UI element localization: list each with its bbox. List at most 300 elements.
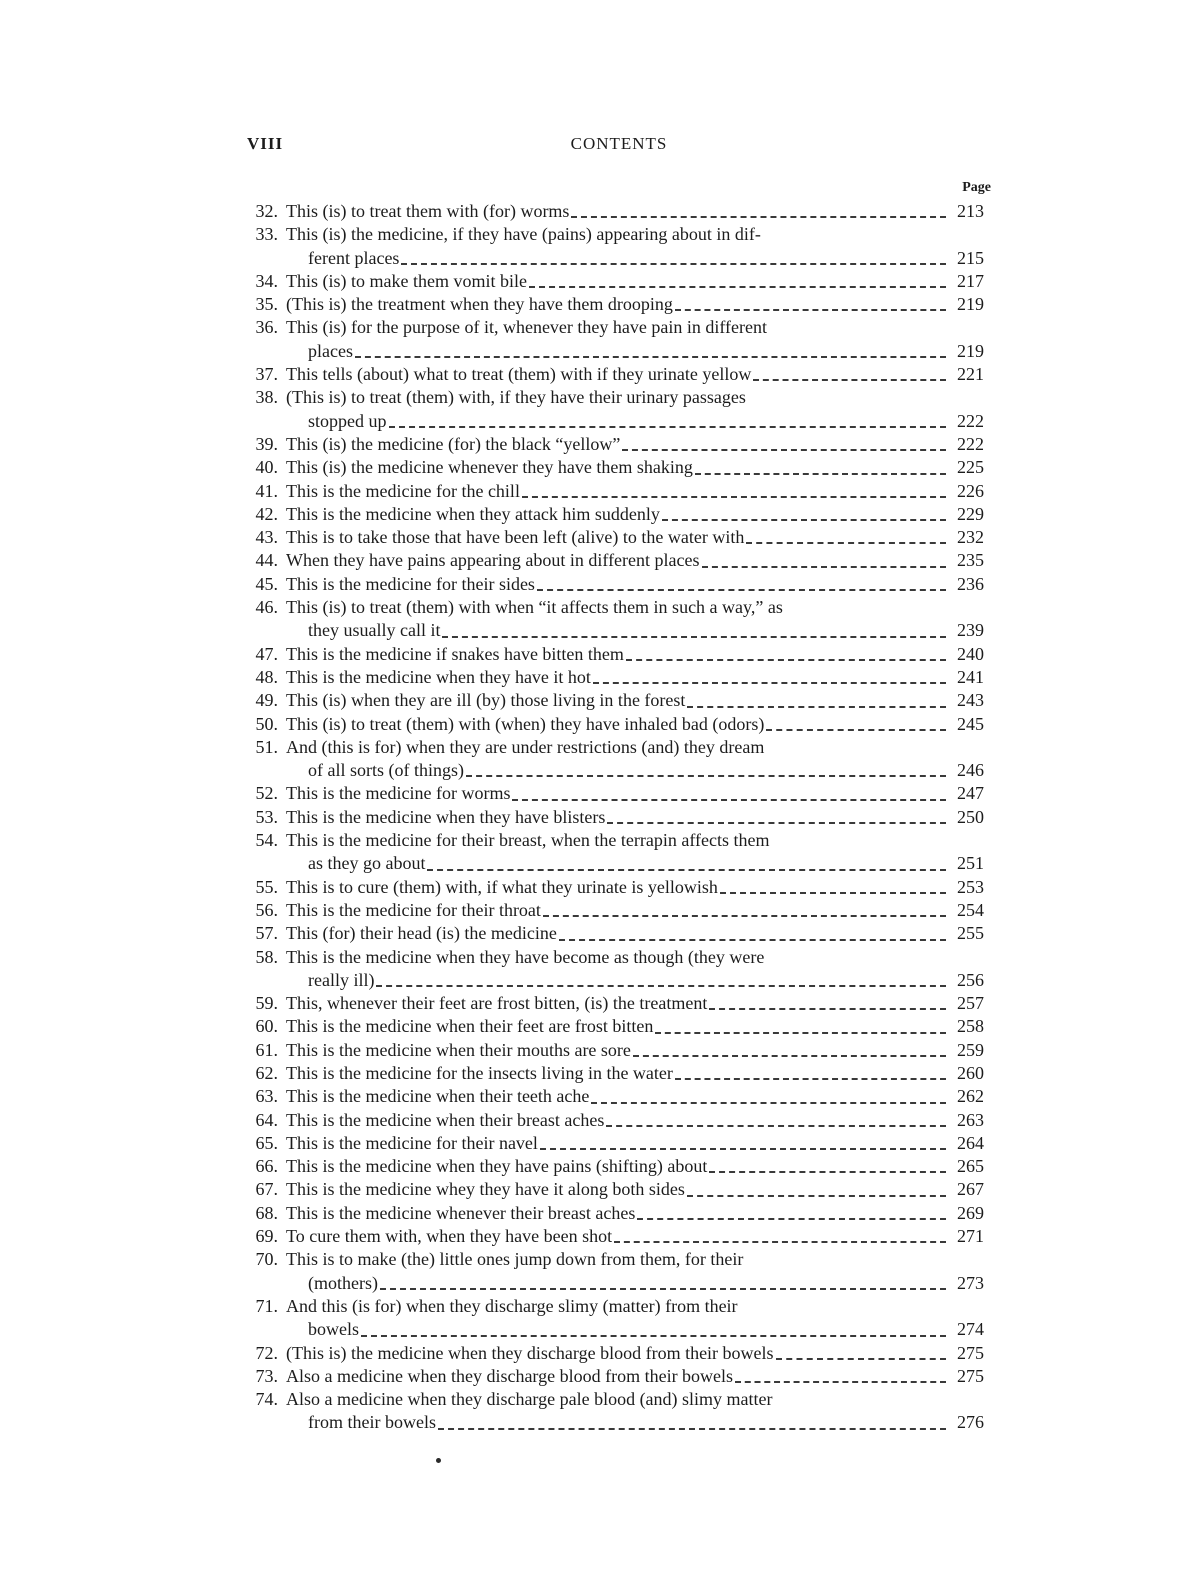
- entry-text: [286, 433, 946, 456]
- entry-final-line: [286, 433, 946, 456]
- entry-final-line: [286, 1155, 946, 1178]
- dot-leader: [776, 1352, 946, 1360]
- entry-page-number: 236: [957, 573, 984, 594]
- entry-title-line: This is to make (the) little ones jump down from them, for their: [286, 1249, 744, 1270]
- entry-text: [286, 386, 946, 433]
- entry-title-line: This (is) the medicine, if they have (pains) appearing about in dif-: [286, 224, 761, 245]
- entry-final-line: [286, 852, 946, 875]
- entry-title: This (is) when they are ill (by) those living in the forest: [286, 690, 686, 711]
- entry-text: [286, 293, 946, 316]
- entry-text: [286, 1342, 946, 1365]
- entry-number: 33.: [255, 224, 278, 245]
- entry-page-number: 215: [957, 247, 984, 268]
- toc-entry: [240, 480, 1000, 503]
- entry-final-line: [286, 782, 946, 805]
- entry-final-line: [286, 270, 946, 293]
- entry-number: 42.: [255, 503, 278, 524]
- entry-title: This is the medicine if snakes have bitten them: [286, 643, 624, 664]
- dot-leader: [543, 909, 946, 917]
- toc-entry: [240, 1225, 1000, 1248]
- entry-title-line: This is the medicine when they have become as though (they were: [286, 946, 765, 967]
- entry-number: 45.: [255, 573, 278, 594]
- entry-final-line: [286, 1225, 946, 1248]
- entry-final-line: [286, 503, 946, 526]
- toc-entry: [240, 1178, 1000, 1201]
- entry-final-line: [286, 992, 946, 1015]
- entry-final-line: [286, 340, 946, 363]
- toc-entry: [240, 713, 1000, 736]
- entry-page-number: 235: [957, 550, 984, 571]
- entry-final-line: [286, 643, 946, 666]
- entry-page-number: 255: [957, 923, 984, 944]
- entry-page-number: 274: [957, 1319, 984, 1340]
- entry-text: [286, 1248, 946, 1295]
- entry-text: [286, 922, 946, 945]
- entry-text: [286, 1085, 946, 1108]
- entry-text: [286, 270, 946, 293]
- entry-number: 68.: [255, 1202, 278, 1223]
- entry-title: really ill): [308, 969, 375, 990]
- entry-title: This tells (about) what to treat (them) with if they urinate yellow: [286, 364, 752, 385]
- entry-number: 46.: [255, 597, 278, 618]
- toc-entry: [240, 899, 1000, 922]
- entry-text: [286, 1178, 946, 1201]
- dot-leader: [466, 769, 946, 777]
- entry-title: This (is) to treat (them) with (when) they have inhaled bad (odors): [286, 713, 765, 734]
- entry-page-number: 265: [957, 1156, 984, 1177]
- entry-number: 50.: [255, 713, 278, 734]
- entry-text: [286, 1062, 946, 1085]
- entry-title: This is the medicine when their breast aches: [286, 1109, 605, 1130]
- entry-title: This is the medicine for the insects living in the water: [286, 1062, 673, 1083]
- entry-text: [286, 1039, 946, 1062]
- entry-title: This is the medicine when their teeth ache: [286, 1086, 590, 1107]
- entry-number: 32.: [255, 201, 278, 221]
- toc-entry: [240, 1365, 1000, 1388]
- toc-entry: [240, 549, 1000, 572]
- toc-entry: [240, 1039, 1000, 1062]
- dot-leader: [438, 1422, 946, 1430]
- dot-leader: [695, 467, 946, 475]
- entry-final-line: [286, 689, 946, 712]
- entry-final-line: [286, 1015, 946, 1038]
- entry-text: [286, 1155, 946, 1178]
- dot-leader: [559, 933, 946, 941]
- entry-title-line: Also a medicine when they discharge pale blood (and) slimy matter: [286, 1389, 773, 1410]
- entry-page-number: 232: [957, 527, 984, 548]
- entry-page-number: 254: [957, 899, 984, 920]
- entry-final-line: [286, 619, 946, 642]
- entry-number: 34.: [255, 270, 278, 291]
- dot-leader: [401, 257, 946, 265]
- entry-page-number: 262: [957, 1086, 984, 1107]
- entry-final-line: [286, 1062, 946, 1085]
- entry-text: [286, 1015, 946, 1038]
- page-column-label: Page: [962, 180, 991, 195]
- entry-page-number: 253: [957, 876, 984, 897]
- toc-entry: [240, 573, 1000, 596]
- entry-final-line: [286, 573, 946, 596]
- entry-number: 53.: [255, 806, 278, 827]
- printing-speck: [436, 1458, 441, 1463]
- entry-text: [286, 363, 946, 386]
- toc-entry: [240, 782, 1000, 805]
- entry-text: [286, 573, 946, 596]
- entry-title: This is the medicine for the chill: [286, 480, 520, 501]
- entry-title: This is the medicine whenever their breast aches: [286, 1202, 636, 1223]
- entry-number: 47.: [255, 643, 278, 664]
- entry-text: [286, 596, 946, 643]
- dot-leader: [529, 280, 946, 288]
- entry-title: This is the medicine when their mouths are sore: [286, 1039, 631, 1060]
- entry-page-number: 222: [957, 410, 984, 431]
- entry-title: This (is) to treat them with (for) worms: [286, 201, 570, 221]
- toc-entry: [240, 1015, 1000, 1038]
- toc-entry: [240, 596, 1000, 643]
- page-title: CONTENTS: [570, 134, 668, 153]
- toc-entry: [240, 1062, 1000, 1085]
- entry-title: To cure them with, when they have been shot: [286, 1226, 613, 1247]
- contents-list: [240, 200, 1000, 1435]
- dot-leader: [709, 1165, 946, 1173]
- entry-text: [286, 200, 946, 223]
- entry-final-line: [286, 480, 946, 503]
- entry-title: This is the medicine when their feet are frost bitten: [286, 1016, 654, 1037]
- toc-entry: [240, 270, 1000, 293]
- entry-number: 64.: [255, 1109, 278, 1130]
- dot-leader: [753, 373, 946, 381]
- entry-title: This, whenever their feet are frost bitten, (is) the treatment: [286, 993, 708, 1014]
- entry-title: (mothers): [308, 1272, 378, 1293]
- entry-title: This is the medicine for worms: [286, 783, 511, 804]
- entry-text: [286, 1295, 946, 1342]
- entry-text: [286, 713, 946, 736]
- dot-leader: [633, 1049, 946, 1057]
- entry-title: This is to take those that have been left (alive) to the water with: [286, 527, 745, 548]
- dot-leader: [593, 676, 946, 684]
- dot-leader: [709, 1002, 946, 1010]
- entry-title-line: And (this is for) when they are under restrictions (and) they dream: [286, 736, 765, 757]
- toc-entry: [240, 363, 1000, 386]
- entry-page-number: 275: [957, 1365, 984, 1386]
- entry-final-line: [286, 363, 946, 386]
- entry-page-number: 267: [957, 1179, 984, 1200]
- entry-page-number: 260: [957, 1062, 984, 1083]
- entry-text: [286, 1365, 946, 1388]
- entry-page-number: 241: [957, 666, 984, 687]
- entry-page-number: 250: [957, 806, 984, 827]
- dot-leader: [766, 723, 946, 731]
- entry-final-line: [286, 1272, 946, 1295]
- entry-text: [286, 736, 946, 783]
- entry-number: 60.: [255, 1016, 278, 1037]
- toc-entry: [240, 922, 1000, 945]
- entry-final-line: [286, 1178, 946, 1201]
- entry-page-number: 229: [957, 503, 984, 524]
- entry-title: as they go about: [308, 853, 426, 874]
- toc-entry: [240, 829, 1000, 876]
- dot-leader: [355, 350, 946, 358]
- entry-final-line: [286, 247, 946, 270]
- running-head: [247, 134, 991, 158]
- dot-leader: [591, 1096, 946, 1104]
- entry-text: [286, 829, 946, 876]
- entry-page-number: 275: [957, 1342, 984, 1363]
- entry-text: [286, 666, 946, 689]
- entry-title: This (is) the medicine whenever they have them shaking: [286, 457, 693, 478]
- dot-leader: [626, 653, 946, 661]
- entry-final-line: [286, 876, 946, 899]
- entry-number: 62.: [255, 1062, 278, 1083]
- entry-title-line: This is the medicine for their breast, when the terrapin affects them: [286, 830, 770, 851]
- entry-text: [286, 782, 946, 805]
- entry-number: 66.: [255, 1156, 278, 1177]
- entry-number: 58.: [255, 946, 278, 967]
- entry-text: [286, 1132, 946, 1155]
- entry-number: 59.: [255, 993, 278, 1014]
- entry-page-number: 219: [957, 340, 984, 361]
- entry-number: 57.: [255, 923, 278, 944]
- entry-text: [286, 1225, 946, 1248]
- toc-entry: [240, 736, 1000, 783]
- entry-final-line: [286, 1039, 946, 1062]
- dot-leader: [540, 1142, 946, 1150]
- entry-title: This (is) to make them vomit bile: [286, 270, 527, 291]
- entry-final-line: [286, 1085, 946, 1108]
- dot-leader: [735, 1375, 946, 1383]
- entry-number: 51.: [255, 736, 278, 757]
- dot-leader: [746, 536, 946, 544]
- entry-number: 54.: [255, 830, 278, 851]
- entry-text: [286, 643, 946, 666]
- entry-final-line: [286, 526, 946, 549]
- entry-number: 69.: [255, 1226, 278, 1247]
- entry-number: 63.: [255, 1086, 278, 1107]
- entry-page-number: 258: [957, 1016, 984, 1037]
- entry-text: [286, 876, 946, 899]
- toc-entry: [240, 316, 1000, 363]
- dot-leader: [662, 513, 946, 521]
- entry-number: 70.: [255, 1249, 278, 1270]
- entry-text: [286, 946, 946, 993]
- entry-title-line: This (is) to treat (them) with when “it affects them in such a way,” as: [286, 597, 783, 618]
- entry-number: 67.: [255, 1179, 278, 1200]
- entry-number: 43.: [255, 527, 278, 548]
- entry-final-line: [286, 899, 946, 922]
- entry-title: bowels: [308, 1319, 359, 1340]
- dot-leader: [606, 1119, 946, 1127]
- entry-number: 35.: [255, 294, 278, 315]
- dot-leader: [720, 886, 946, 894]
- entry-page-number: 271: [957, 1226, 984, 1247]
- entry-title: This is the medicine when they have it hot: [286, 666, 591, 687]
- toc-entry: [240, 386, 1000, 433]
- dot-leader: [361, 1329, 946, 1337]
- entry-number: 61.: [255, 1039, 278, 1060]
- dot-leader: [512, 793, 946, 801]
- entry-page-number: 222: [957, 433, 984, 454]
- dot-leader: [675, 1072, 946, 1080]
- entry-page-number: 221: [957, 364, 984, 385]
- dot-leader: [537, 583, 946, 591]
- entry-number: 55.: [255, 876, 278, 897]
- entry-final-line: [286, 1132, 946, 1155]
- entry-title: This (is) the medicine (for) the black “yellow”: [286, 433, 621, 454]
- toc-entry: [240, 293, 1000, 316]
- entry-number: 44.: [255, 550, 278, 571]
- entry-page-number: 273: [957, 1272, 984, 1293]
- entry-final-line: [286, 1342, 946, 1365]
- entry-title: (This is) the treatment when they have them drooping: [286, 294, 673, 315]
- entry-text: [286, 1388, 946, 1435]
- dot-leader: [637, 1212, 946, 1220]
- entry-number: 36.: [255, 317, 278, 338]
- toc-entry: [240, 526, 1000, 549]
- entry-number: 71.: [255, 1295, 278, 1316]
- entry-text: [286, 456, 946, 479]
- toc-entry: [240, 1085, 1000, 1108]
- entry-text: [286, 992, 946, 1015]
- toc-entry: [240, 1109, 1000, 1132]
- entry-number: 48.: [255, 666, 278, 687]
- entry-number: 74.: [255, 1389, 278, 1410]
- entry-page-number: 257: [957, 993, 984, 1014]
- entry-page-number: 264: [957, 1132, 984, 1153]
- entry-page-number: 259: [957, 1039, 984, 1060]
- dot-leader: [622, 443, 946, 451]
- dot-leader: [380, 1282, 946, 1290]
- entry-final-line: [286, 1365, 946, 1388]
- dot-leader: [687, 1189, 946, 1197]
- entry-title: (This is) the medicine when they discharge blood from their bowels: [286, 1342, 774, 1363]
- dot-leader: [427, 863, 946, 871]
- entry-final-line: [286, 456, 946, 479]
- toc-entry: [240, 1202, 1000, 1225]
- dot-leader: [614, 1235, 946, 1243]
- entry-page-number: 246: [957, 760, 984, 781]
- entry-text: [286, 1202, 946, 1225]
- entry-final-line: [286, 1109, 946, 1132]
- entry-number: 52.: [255, 783, 278, 804]
- toc-entry: [240, 689, 1000, 712]
- entry-title: This is the medicine for their navel: [286, 1132, 538, 1153]
- entry-title: This is the medicine when they attack him suddenly: [286, 503, 660, 524]
- dot-leader: [522, 490, 946, 498]
- entry-page-number: 240: [957, 643, 984, 664]
- toc-entry: [240, 666, 1000, 689]
- entry-page-number: 256: [957, 969, 984, 990]
- entry-final-line: [286, 1202, 946, 1225]
- entry-title: from their bowels: [308, 1412, 436, 1433]
- entry-page-number: 251: [957, 853, 984, 874]
- entry-page-number: 219: [957, 294, 984, 315]
- entry-final-line: [286, 922, 946, 945]
- entry-number: 73.: [255, 1365, 278, 1386]
- toc-entry: [240, 200, 1000, 223]
- toc-entry: [240, 1295, 1000, 1342]
- entry-number: 37.: [255, 364, 278, 385]
- toc-entry: [240, 643, 1000, 666]
- entry-number: 72.: [255, 1342, 278, 1363]
- toc-entry: [240, 456, 1000, 479]
- entry-title: ferent places: [308, 247, 400, 268]
- toc-entry: [240, 1155, 1000, 1178]
- entry-page-number: 226: [957, 480, 984, 501]
- entry-page-number: 276: [957, 1412, 984, 1433]
- toc-entry: [240, 992, 1000, 1015]
- entry-final-line: [286, 1411, 946, 1434]
- entry-page-number: 225: [957, 457, 984, 478]
- dot-leader: [571, 210, 946, 218]
- entry-text: [286, 899, 946, 922]
- toc-entry: [240, 1342, 1000, 1365]
- dot-leader: [389, 420, 947, 428]
- entry-text: [286, 316, 946, 363]
- dot-leader: [675, 303, 946, 311]
- entry-final-line: [286, 410, 946, 433]
- entry-title: This is the medicine whey they have it along both sides: [286, 1179, 685, 1200]
- entry-page-number: 269: [957, 1202, 984, 1223]
- entry-title: When they have pains appearing about in different places: [286, 550, 700, 571]
- entry-title: places: [308, 340, 353, 361]
- entry-page-number: 243: [957, 690, 984, 711]
- page-folio: VIII: [247, 134, 284, 153]
- entry-final-line: [286, 759, 946, 782]
- entry-text: [286, 806, 946, 829]
- entry-page-number: 263: [957, 1109, 984, 1130]
- dot-leader: [607, 816, 946, 824]
- entry-page-number: 213: [957, 201, 984, 221]
- entry-title-line: (This is) to treat (them) with, if they have their urinary passages: [286, 387, 746, 408]
- toc-entry: [240, 433, 1000, 456]
- entry-title-line: This (is) for the purpose of it, whenever they have pain in different: [286, 317, 768, 338]
- entry-number: 38.: [255, 387, 278, 408]
- entry-title: of all sorts (of things): [308, 760, 464, 781]
- entry-number: 41.: [255, 480, 278, 501]
- entry-title: This is the medicine when they have pains (shifting) about: [286, 1156, 708, 1177]
- entry-page-number: 217: [957, 270, 984, 291]
- entry-final-line: [286, 666, 946, 689]
- entry-title: they usually call it: [308, 620, 441, 641]
- entry-number: 56.: [255, 899, 278, 920]
- toc-entry: [240, 806, 1000, 829]
- toc-entry: [240, 503, 1000, 526]
- entry-title-line: And this (is for) when they discharge slimy (matter) from their: [286, 1295, 738, 1316]
- entry-title: This is the medicine for their sides: [286, 573, 535, 594]
- toc-entry: [240, 1248, 1000, 1295]
- entry-text: [286, 549, 946, 572]
- entry-text: [286, 503, 946, 526]
- entry-text: [286, 480, 946, 503]
- entry-final-line: [286, 549, 946, 572]
- entry-text: [286, 1109, 946, 1132]
- toc-entry: [240, 1132, 1000, 1155]
- entry-final-line: [286, 713, 946, 736]
- entry-final-line: [286, 969, 946, 992]
- entry-title: Also a medicine when they discharge blood from their bowels: [286, 1365, 734, 1386]
- toc-entry: [240, 1388, 1000, 1435]
- entry-number: 65.: [255, 1132, 278, 1153]
- entry-title: This is the medicine when they have blisters: [286, 806, 606, 827]
- entry-title: This is to cure (them) with, if what they urinate is yellowish: [286, 876, 718, 897]
- entry-title: stopped up: [308, 410, 387, 431]
- entry-final-line: [286, 806, 946, 829]
- dot-leader: [702, 560, 946, 568]
- dot-leader: [376, 979, 946, 987]
- entry-final-line: [286, 200, 946, 223]
- dot-leader: [442, 630, 946, 638]
- entry-title: This (for) their head (is) the medicine: [286, 923, 557, 944]
